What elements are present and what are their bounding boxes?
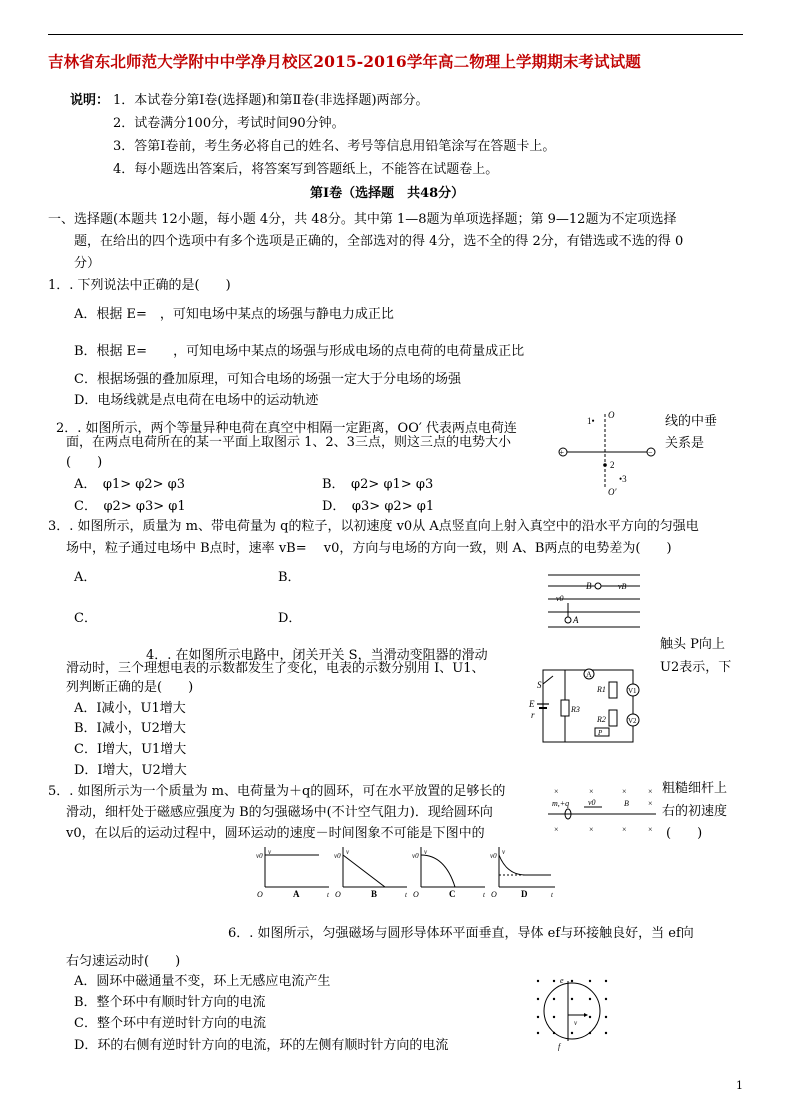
q5-graph-b-v0: v0: [334, 852, 341, 860]
q5-cross-8: ×: [622, 825, 627, 834]
q4-label-r3: R3: [571, 705, 580, 714]
q5-graph-d: [490, 847, 555, 899]
instruction-4: 4．每小题选出答案后，将答案写到答题纸上，不能答在试题卷上。: [113, 162, 499, 177]
q3-particle-a: [565, 617, 571, 623]
q5-stem-line1: 5．. 如图所示为一个质量为 m、电荷量为＋q的圆环，可在水平放置的足够长的: [48, 784, 506, 799]
q2-option-c: C． φ2> φ3> φ1: [74, 499, 186, 514]
q3-label-vb: vB: [618, 582, 627, 591]
q2-stem-right1: 线的中垂: [665, 414, 718, 429]
q5-cross-9: ×: [648, 825, 653, 834]
q5-graph-b-v: v: [346, 848, 350, 856]
q4-option-a: A．I减小，U1增大: [74, 701, 186, 716]
q5-graph-c-origin: O: [413, 890, 419, 899]
q3-figure: [548, 572, 648, 632]
q5-rod-figure: [544, 784, 660, 836]
q5-graph-d-curve: [499, 855, 551, 875]
page-title: 吉林省东北师范大学附中中学净月校区2015-2016学年高二物理上学期期末考试试题: [48, 52, 641, 71]
q5-stem-line3: v0，在以后的运动过程中，圆环运动的速度－时间图象不可能是下图中的: [66, 826, 485, 841]
q3-option-c: C．: [74, 611, 97, 626]
q2-minus-sign: −: [648, 448, 653, 457]
instruction-3: 3．答第Ⅰ卷前，考生务必将自己的姓名、考号等信息用铅笔涂写在答题卡上。: [113, 139, 556, 154]
q4-label-v1: V1: [628, 687, 637, 695]
q2-option-b: B． φ2> φ1> φ3: [322, 477, 434, 492]
q5-graph-c-label: C: [449, 889, 456, 899]
q6-label-e: e: [560, 976, 564, 985]
q5-blank: ( ): [666, 826, 703, 841]
q5-graph-d-v0: v0: [490, 852, 497, 860]
q2-point-3: •3: [619, 474, 627, 484]
q1-option-a: A．根据 E= ，可知电场中某点的场强与静电力成正比: [74, 307, 394, 322]
q5-graph-a-t: t: [327, 891, 329, 899]
q5-label-mq: m,+q: [552, 799, 570, 808]
q4-label-r2: R2: [597, 715, 606, 724]
q4-option-d: D．I增大，U2增大: [74, 763, 187, 778]
q5-graph-a-v0: v0: [256, 852, 263, 860]
q3-option-b: B．: [278, 570, 301, 585]
q2-point-2-dot: [603, 463, 607, 467]
q6-stem-line2: 右匀速运动时( ): [66, 954, 181, 969]
q5-graph-c-v: v: [424, 848, 428, 856]
page-number: 1: [736, 1079, 743, 1092]
q6-option-c: C．整个环中有逆时针方向的电流: [74, 1016, 266, 1031]
q5-cross-1: ×: [554, 787, 559, 796]
q5-label-v0: v0: [588, 798, 596, 807]
section-intro-line2: 题，在给出的四个选项中有多个选项是正确的，全部选对的得 4分，选不全的得 2分，有错选或不选的得 0: [74, 234, 684, 249]
q2-option-a: A． φ1> φ2> φ3: [74, 477, 186, 492]
q5-graph-a: [256, 847, 330, 899]
q5-graph-a-label: A: [293, 889, 300, 899]
instructions-label: 说明：: [70, 93, 110, 108]
q5-graph-b-curve: [343, 855, 385, 887]
q4-label-p: P: [598, 729, 603, 737]
section-heading: 第Ⅰ卷（选择题 共48分）: [310, 186, 465, 201]
q4-circuit-figure: [525, 662, 645, 746]
q3-label-b: B: [586, 581, 592, 591]
q4-stem-line1: 4．. 在如图所示电路中，闭关开关 S，当滑动变阻器的滑动: [146, 648, 488, 663]
q2-figure: [555, 408, 660, 500]
q4-resistor-r3: [561, 700, 569, 716]
q2-point-1: 1•: [587, 416, 595, 426]
q5-cross-3: ×: [622, 787, 627, 796]
q3-option-d: D．: [278, 611, 302, 626]
q5-graph-b-t: t: [405, 891, 407, 899]
q5-graph-a-v: v: [268, 848, 272, 856]
q6-option-d: D．环的右侧有逆时针方向的电流，环的左侧有顺时针方向的电流: [74, 1038, 449, 1053]
q4-label-v2: V2: [628, 717, 637, 725]
q3-stem-line1: 3．. 如图所示，质量为 m、带电荷量为 q的粒子，以初速度 v0从 A点竖直向上射入真空中的沿水平方向的匀强电: [48, 519, 699, 534]
q6-figure: [532, 975, 612, 1051]
q4-label-ammeter: A: [586, 670, 592, 679]
q4-label-s: S: [537, 680, 542, 690]
q5-graph-c-t: t: [483, 891, 485, 899]
q2-label-o-prime: O′: [608, 487, 617, 497]
instruction-1: 1．本试卷分第Ⅰ卷(选择题)和第Ⅱ卷(非选择题)两部分。: [113, 93, 429, 108]
q4-option-b: B．I减小，U2增大: [74, 721, 186, 736]
q5-cross-6: ×: [554, 825, 559, 834]
q5-stem-line2: 滑动，细杆处于磁感应强度为 B的匀强磁场中(不计空气阻力)．现给圆环向: [66, 805, 493, 820]
q1-stem: 1．. 下列说法中正确的是( ): [48, 278, 231, 293]
q4-switch: [543, 676, 553, 684]
q4-label-e: E: [529, 699, 535, 709]
q5-graph-d-origin: O: [491, 890, 497, 899]
q2-plus-sign: +: [559, 448, 565, 457]
q2-point-2: 2: [610, 460, 615, 470]
q4-option-c: C．I增大，U1增大: [74, 742, 187, 757]
q4-label-r: r: [531, 710, 535, 720]
q6-field-dots: [537, 980, 607, 1034]
q2-stem-line1: 2．. 如图所示，两个等量异种电荷在真空中相隔一定距离，OO′ 代表两点电荷连: [56, 421, 517, 436]
q5-cross-7: ×: [589, 825, 594, 834]
q6-stem-line1: 6．. 如图所示，匀强磁场与圆形导体环平面垂直，导体 ef与环接触良好，当 ef向: [228, 926, 694, 941]
q6-label-f: f: [558, 1042, 561, 1051]
q6-ring: [544, 983, 600, 1039]
q3-label-a: A: [573, 615, 579, 625]
q4-resistor-r1: [609, 682, 617, 698]
q4-stem-right1: 触头 P向上: [660, 637, 725, 652]
section-intro-line3: 分）: [74, 256, 101, 271]
q4-stem-right2: U2表示，下: [660, 660, 732, 675]
q5-stem-right1: 粗糙细杆上: [662, 781, 728, 796]
instruction-2: 2．试卷满分100分，考试时间90分钟。: [113, 116, 345, 131]
q1-option-c: C．根据场强的叠加原理，可知合电场的场强一定大于分电场的场强: [74, 372, 461, 387]
q5-graph-b-origin: O: [335, 890, 341, 899]
q5-cross-5: ×: [648, 799, 653, 808]
q3-option-a: A．: [74, 570, 97, 585]
section-intro-line1: 一、选择题(本题共 12小题，每小题 4分，共 48分。其中第 1—8题为单项选择题；第 9—12题为不定项选择: [48, 212, 677, 227]
q5-graph-b-label: B: [371, 889, 378, 899]
q2-stem-line2: 面，在两点电荷所在的某一平面上取图示 1、2、3三点，则这三点的电势大小: [66, 435, 511, 450]
q6-option-b: B．整个环中有顺时针方向的电流: [74, 995, 266, 1010]
q3-particle-b: [595, 583, 601, 589]
q6-label-v: v: [574, 1019, 578, 1027]
q2-label-o: O: [608, 410, 615, 420]
q5-cross-4: ×: [648, 787, 653, 796]
q2-option-d: D． φ3> φ2> φ1: [322, 499, 435, 514]
q4-stem-line2: 滑动时，三个理想电表的示数都发生了变化，电表的示数分别用 I、U1、: [66, 661, 485, 676]
q2-blank: ( ): [66, 455, 103, 470]
q6-option-a: A．圆环中磁通量不变，环上无感应电流产生: [74, 974, 331, 989]
q4-resistor-r2: [609, 710, 617, 726]
q5-graph-b: [334, 847, 408, 899]
q5-stem-right2: 右的初速度: [662, 804, 728, 819]
q6-velocity-arrowhead: [584, 1013, 588, 1017]
q5-graph-d-label: D: [521, 889, 528, 899]
q5-graph-c-curve: [421, 855, 455, 887]
q2-stem-right2: 关系是: [665, 436, 705, 451]
q5-graphs: [255, 845, 563, 900]
q5-graph-c: [412, 847, 486, 899]
q4-circuit-outline: [543, 670, 633, 742]
q3-label-v0: v0: [556, 594, 564, 603]
top-rule: [48, 34, 743, 35]
q5-graph-c-v0: v0: [412, 852, 419, 860]
q4-label-r1: R1: [597, 685, 606, 694]
q5-cross-2: ×: [589, 787, 594, 796]
q5-graph-d-t: t: [551, 891, 553, 899]
q5-graph-d-v: v: [502, 848, 506, 856]
q5-label-b: B: [624, 799, 629, 808]
q1-option-b: B．根据 E= ，可知电场中某点的场强与形成电场的点电荷的电荷量成正比: [74, 344, 525, 359]
q3-stem-line2: 场中，粒子通过电场中 B点时，速率 vB= v0，方向与电场的方向一致，则 A、B两点的电势差为( ): [66, 541, 672, 556]
q1-option-d: D．电场线就是点电荷在电场中的运动轨迹: [74, 393, 319, 408]
q5-graph-a-origin: O: [257, 890, 263, 899]
q4-stem-line3: 列判断正确的是( ): [66, 680, 194, 695]
